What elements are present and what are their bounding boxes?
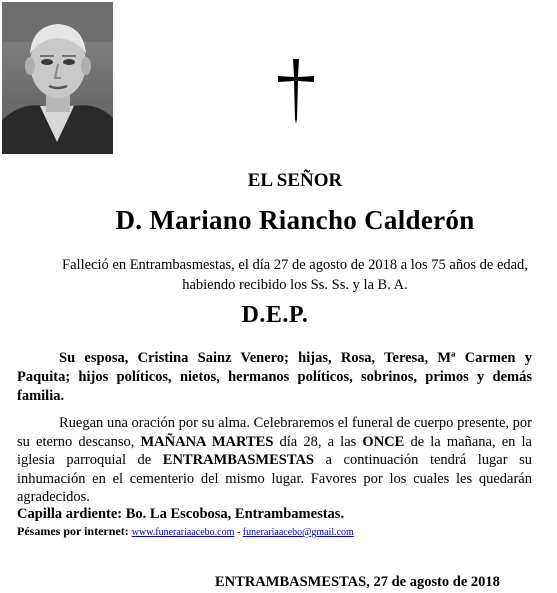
link-separator: - — [234, 527, 243, 538]
funeral-details-paragraph — [17, 414, 532, 507]
family-paragraph: Su esposa, Cristina Sainz Venero; hijas, Rosa, Teresa, Mª Carmen y Paquita; hijos políticos, nietos, hermanos políticos, sobrinos, primos y demás familia. — [17, 350, 532, 404]
death-announcement-line-1: Falleció en Entrambasmestas, el día 27 de agosto de 2018 a los 75 años de edad, — [62, 257, 528, 273]
funeral-text-2: día 28, a las — [273, 433, 363, 450]
funeral-text-1: Ruegan una oración por su alma. Celebraremos el funeral de cuerpo presente, por su eterno descanso, — [17, 415, 532, 450]
death-announcement — [0, 255, 557, 295]
deceased-name: D. Mariano Riancho Calderón — [115, 205, 475, 235]
place-date-footer: ENTRAMBASMESTAS, 27 de agosto de 2018 — [215, 574, 500, 590]
condolences-line — [17, 524, 354, 539]
chapel-info: Capilla ardiente: Bo. La Escobosa, Entrambamestas. — [17, 506, 345, 522]
website-link[interactable]: www.funerariaacebo.com — [131, 527, 235, 538]
portrait-photo — [2, 2, 113, 154]
condolences-label: Pésames por internet: — [17, 524, 129, 538]
funeral-hour: ONCE — [362, 433, 405, 450]
cross-icon — [276, 57, 316, 127]
deceased-title-prefix: EL SEÑOR — [247, 170, 343, 191]
funeral-text-3: de la mañana, en la iglesia parroquial de — [17, 433, 532, 468]
funeral-parish: ENTRAMBASMESTAS — [162, 452, 314, 468]
email-link[interactable]: funerariaacebo@gmail.com — [242, 527, 354, 538]
dep-heading: D.E.P. — [241, 302, 309, 328]
funeral-text-4: a continuación tendrá lugar su inhumación en el cementerio del mismo lugar. Favores por los cuales les quedarán agradecidos. — [17, 452, 532, 505]
funeral-day: MAÑANA MARTES — [140, 433, 274, 450]
death-announcement-line-2: habiendo recibido los Ss. Ss. y la B. A. — [182, 277, 408, 293]
